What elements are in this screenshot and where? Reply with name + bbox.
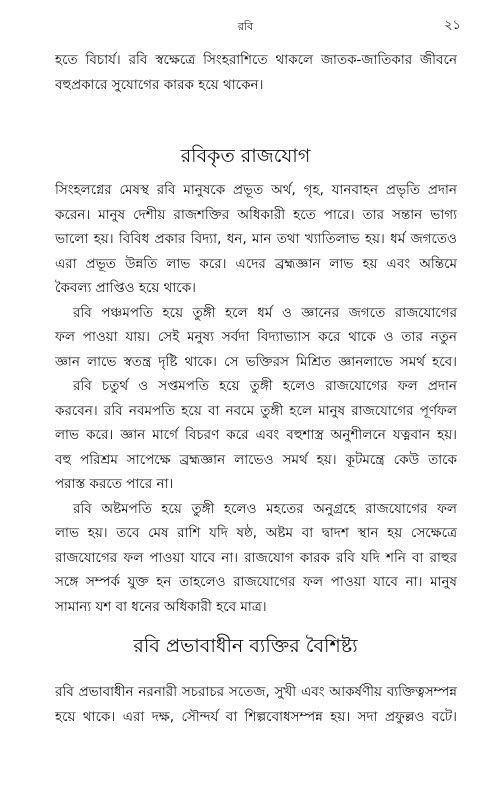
text-line: রবি প্রভাবাধীন নরনারী সচরাচর সতেজ, সুখী এবং আকর্ষণীয় ব্যক্তিত্বসম্পন্ন	[55, 684, 457, 700]
text-line: ভালো হয়। বিবিধ প্রকার বিদ্যা, ধন, মান তথা খ্যাতিলাভ হয়। ধর্ম জগতেও	[55, 231, 457, 247]
text-line: রাজযোগের ফল পাওয়া যাবে না। রাজযোগ কারক রবি যদি শনি বা রাহুর	[55, 549, 457, 566]
section-body	[55, 680, 457, 729]
text-line: সঙ্গে সম্পর্ক যুক্ত হন তাহলেও রাজযোগের ফল পাওয়া যাবে না। মানুষ	[55, 574, 457, 590]
text-line: বহুপ্রকারে সুযোগের কারক হয়ে থাকেন।	[55, 76, 264, 93]
text-line: সিংহলগ্নের মেষস্থ রবি মানুষকে প্রভূত অর্থ, গৃহ, যানবাহন প্রভৃতি প্রদান	[55, 182, 457, 198]
running-header: রবি	[237, 20, 254, 33]
section-heading: রবি প্রভাবাধীন ব্যক্তির বৈশিষ্ট্য	[133, 635, 358, 657]
text-line: হয়ে থাকে। এরা দক্ষ, সৌন্দর্য বা শিল্পবোধসম্পন্ন হয়। সদা প্রফুল্লও বটে।	[55, 708, 457, 725]
text-line: করবেন। রবি নবমপতি হয়ে বা নবমে তুঙ্গী হলে মানুষ রাজযোগের পূর্ণফল	[55, 402, 457, 419]
page-number: ২১	[444, 18, 461, 33]
section-body	[55, 178, 457, 619]
section-heading: রবিকৃত রাজযোগ	[180, 145, 311, 167]
text-line: হতে বিচার্য। রবি স্বক্ষেত্রে সিংহরাশিতে থাকলে জাতক-জাতিকার জীবনে	[55, 52, 457, 68]
text-line: লাভ হয়। তবে মেষ রাশি যদি ষষ্ঠ, অষ্টম বা দ্বাদশ স্থান হয় সেক্ষেত্রে	[55, 525, 457, 541]
text-line: করেন। মানুষ দেশীয় রাজশক্তির অধিকারী হতে পারে। তার সন্তান ভাগ্য	[55, 206, 457, 223]
text-line: পরাস্ত করতে পারে না।	[55, 476, 174, 492]
text-line: ফল পাওয়া যায়। সেই মনুষ্য সর্বদা বিদ্যাভ্যাস করে থাকে ও তার নতুন	[55, 329, 457, 345]
text-line: লাভ করে। জ্ঞান মার্গে বিচরণ করে এবং বহুশাস্ত্র অনুশীলনে যত্নবান হয়।	[55, 427, 457, 443]
text-line: রবি চতুর্থ ও সপ্তমপতি হয়ে তুঙ্গী হলেও রাজযোগের ফল প্রদান	[73, 378, 457, 394]
text-line: কৈবল্য প্রাপ্তিও হয়ে থাকে।	[55, 280, 196, 296]
intro-paragraph	[55, 48, 457, 97]
text-line: রবি পঞ্চমপতি হয়ে তুঙ্গী হলে ধর্ম ও জ্ঞানের জগতে রাজযোগের	[73, 304, 457, 321]
text-line: জ্ঞান লাভে স্বতন্ত্র দৃষ্টি থাকে। সে ভক্তিরস মিশ্রিত জ্ঞানলাভে সমর্থ হবে।	[55, 353, 457, 370]
text-line: রবি অষ্টমপতি হয়ে তুঙ্গী হলেও মহতের অনুগ্রহে রাজযোগের ফল	[73, 500, 457, 517]
text-line: সামান্য যশ বা ধনের অধিকারী হবে মাত্র।	[55, 598, 267, 615]
text-line: এরা প্রভূত উন্নতি লাভ করে। এদের ব্রহ্মজ্ঞান লাভ হয় এবং অন্তিমে	[55, 255, 457, 272]
text-line: বহু পরিশ্রম সাপেক্ষে ব্রহ্মজ্ঞান লাভেও সমর্থ হয়। কূটমন্ত্রে কেউ তাকে	[55, 451, 457, 468]
